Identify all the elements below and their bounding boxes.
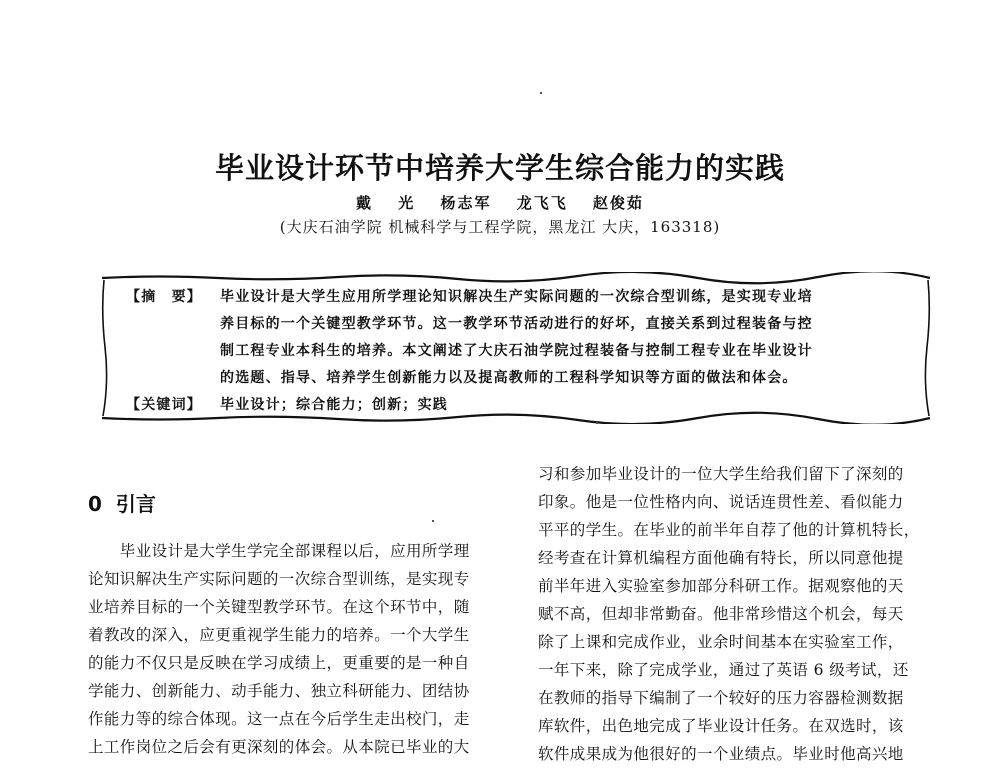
body-line: 平平的学生。在毕业的前半年自荐了他的计算机特长， <box>538 521 920 539</box>
section-heading <box>88 488 156 517</box>
scan-speck <box>540 92 542 94</box>
body-line: 赋不高，但却非常勤奋。他非常珍惜这个机会，每天 <box>538 605 904 623</box>
body-column-right <box>538 460 938 768</box>
abstract-label: 【摘 要】 <box>126 289 202 305</box>
keywords-text: 毕业设计；综合能力；创新；实践 <box>220 397 448 413</box>
body-line: 业培养目标的一个关键型教学环节。在这个环节中，随 <box>88 598 470 616</box>
body-line: 学能力、创新能力、动手能力、独立科研能力、团结协 <box>88 682 470 700</box>
author-list: 戴 光 杨志军 龙飞飞 赵俊茹 <box>356 194 644 212</box>
body-line: 上工作岗位之后会有更深刻的体会。从本院已毕业的大 <box>88 738 470 756</box>
body-line: 论知识解决生产实际问题的一次综合型训练，是实现专 <box>88 570 470 588</box>
section-number: 0 <box>88 492 102 516</box>
abstract-line: 制工程专业本科生的培养。本文阐述了大庆石油学院过程装备与控制工程专业在毕业设计 <box>220 343 813 359</box>
paper-title: 毕业设计环节中培养大学生综合能力的实践 <box>214 151 785 185</box>
body-line: 前半年进入实验室参加部分科研工作。据观察他的天 <box>538 577 904 595</box>
body-line: 除了上课和完成作业，业余时间基本在实验室工作， <box>538 633 904 651</box>
scan-speck <box>432 520 434 522</box>
abstract-box <box>98 272 934 424</box>
body-line: 作能力等的综合体现。这一点在今后学生走出校门，走 <box>88 710 470 728</box>
body-line: 经考查在计算机编程方面他确有特长，所以同意他提 <box>538 549 904 567</box>
body-line: 毕业设计是大学生学完全部课程以后，应用所学理 <box>88 542 470 560</box>
keywords-label: 【关键词】 <box>126 397 202 413</box>
author-affiliation: (大庆石油学院 机械科学与工程学院，黑龙江 大庆，163318) <box>279 218 721 236</box>
body-line: 着教改的深入，应更重视学生能力的培养。一个大学生 <box>88 626 470 644</box>
body-line: 软件成果成为他很好的一个业绩点。毕业时他高兴地 <box>538 745 904 763</box>
abstract-line: 的选题、指导、培养学生创新能力以及提高教师的工程科学知识等方面的做法和体会。 <box>220 370 798 386</box>
abstract-text <box>220 284 920 392</box>
body-line: 一年下来，除了完成学业，通过了英语 6 级考试，还 <box>538 661 909 679</box>
section-title: 引言 <box>115 492 156 516</box>
body-line: 习和参加毕业设计的一位大学生给我们留下了深刻的 <box>538 465 904 483</box>
scan-speck <box>596 422 598 424</box>
abstract-line: 毕业设计是大学生应用所学理论知识解决生产实际问题的一次综合型训练，是实现专业培 <box>220 289 813 305</box>
body-line: 在教师的指导下编制了一个较好的压力容器检测数据 <box>538 689 904 707</box>
body-line: 印象。他是一位性格内向、说话连贯性差、看似能力 <box>538 493 904 511</box>
body-line: 的能力不仅只是反映在学习成绩上，更重要的是一种自 <box>88 654 470 672</box>
body-line: 库软件，出色地完成了毕业设计任务。在双选时，该 <box>538 717 904 735</box>
body-column-left <box>88 537 498 761</box>
abstract-line: 养目标的一个关键型教学环节。这一教学环节活动进行的好坏，直接关系到过程装备与控 <box>220 316 813 332</box>
